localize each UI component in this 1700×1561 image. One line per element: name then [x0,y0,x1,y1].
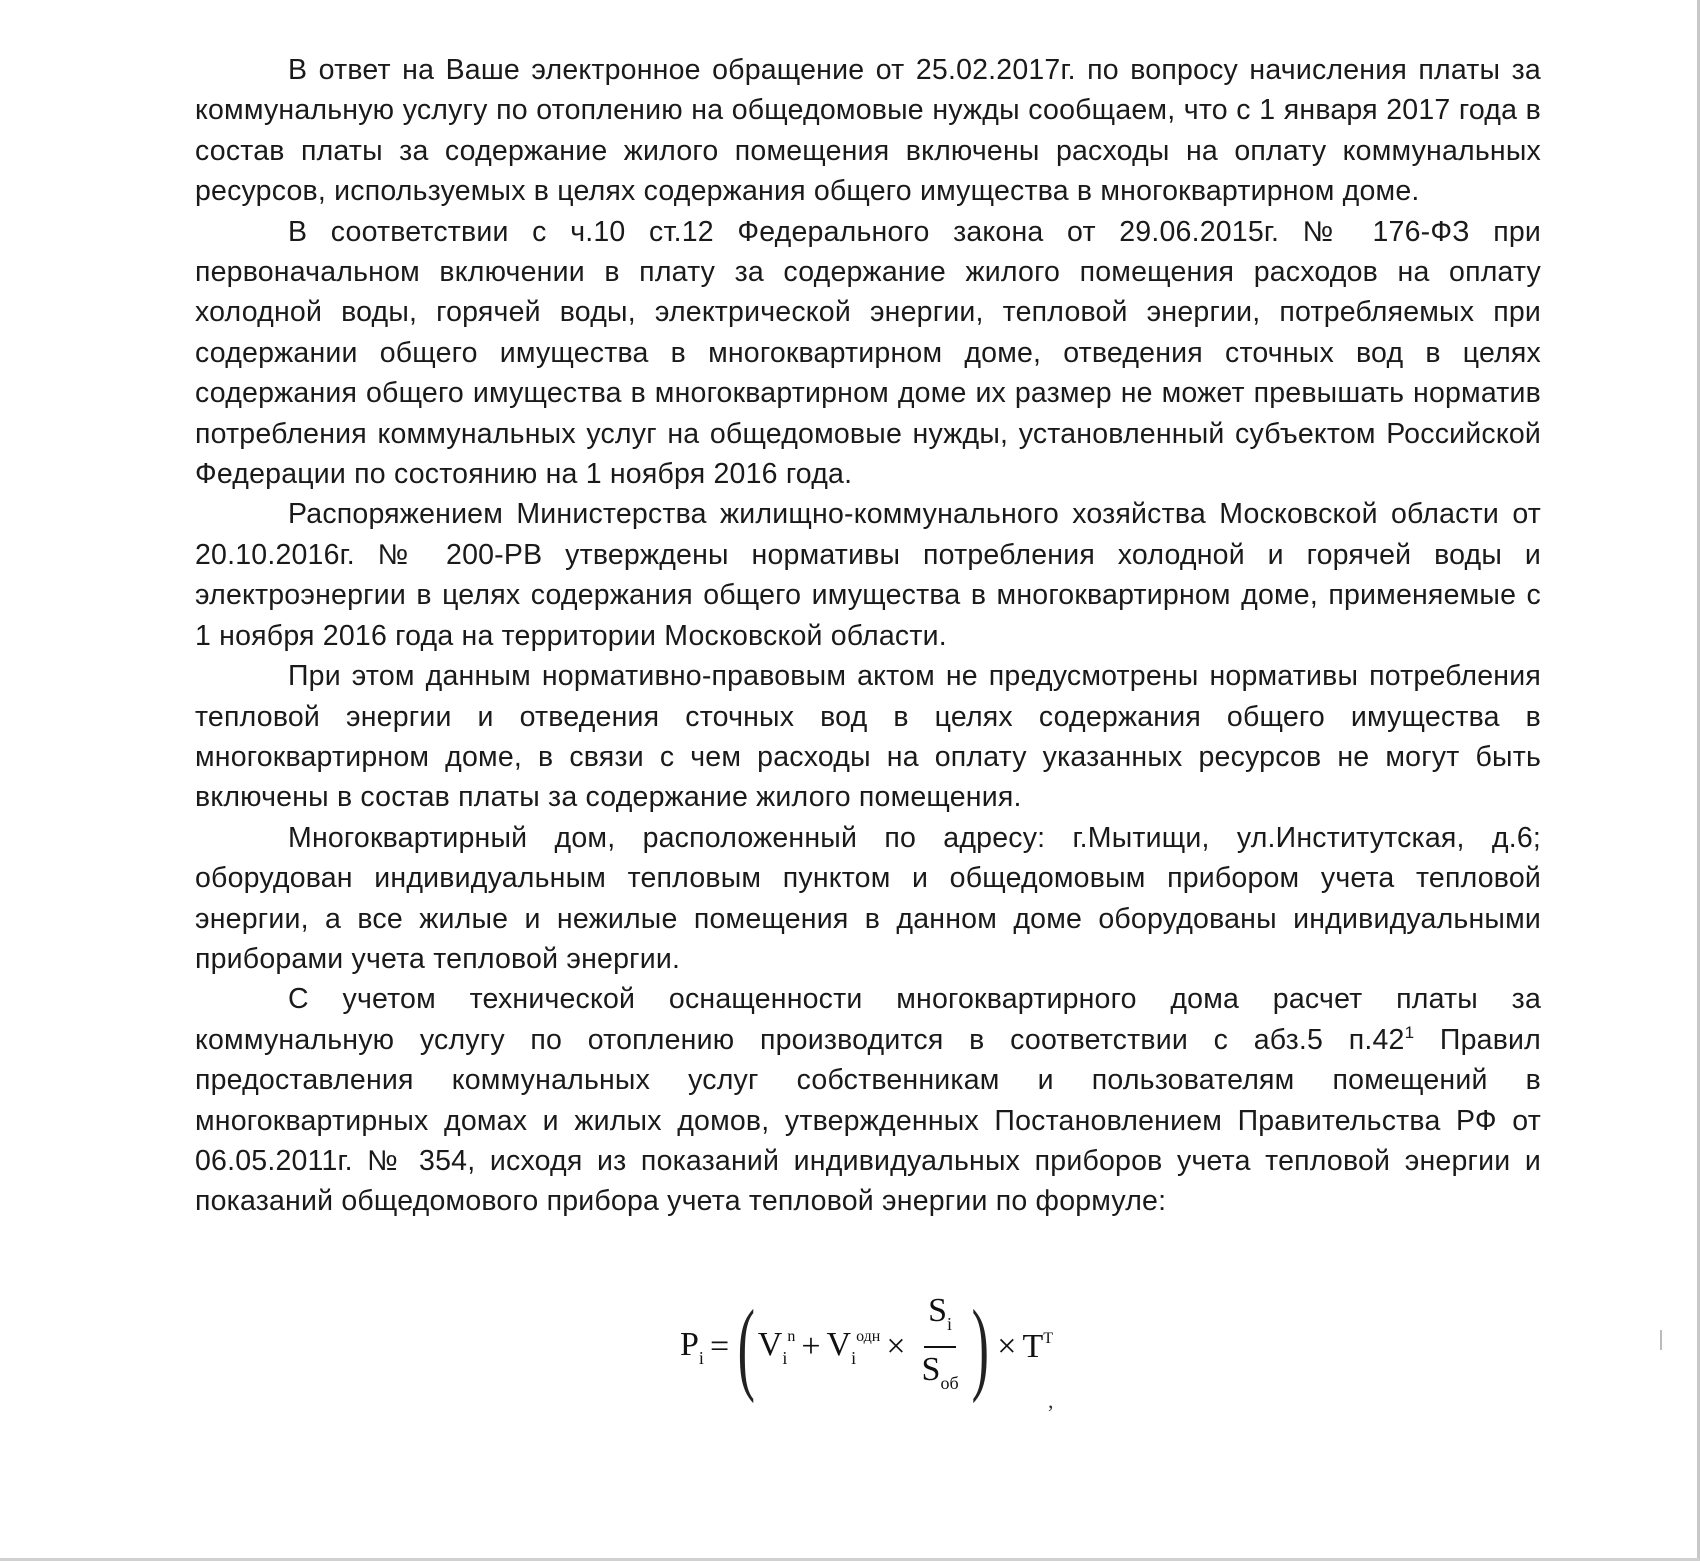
formula-lhs: $P_i$ [680,1325,704,1368]
formula-denominator: $S_{об}$ [921,1351,959,1393]
formula-term-common: $V_i^{одн}$ [826,1325,881,1368]
formula-trailing-comma: , [1048,1388,1054,1413]
paragraph-1: В ответ на Ваше электронное обращение от 25.02.2017г. по вопросу начисления платы за коммунальную услугу по отоплению на общедомовые нужды сообщаем, что с 1 января 2017 года в состав платы за содержание жилого помещения включены расходы на оплату коммунальных ресурсов, используемых в целях содержания общего имущества в многоквартирном доме. [195,54,1541,208]
formula-equals: = [709,1328,730,1365]
paragraph-3: Распоряжением Министерства жилищно-коммунального хозяйства Московской области от 20.10.2016г. № 200-РВ утверждены нормативы потребления холодной и горячей воды и электроэнергии в целях содержания общего имущества в многоквартирном доме, применяемые с 1 ноября 2016 года на территории Московской области. [195,498,1541,652]
formula-open-paren: ( [737,1289,756,1404]
formula-plus: + [801,1328,821,1365]
paragraph-2: В соответствии с ч.10 ст.12 Федерального закона от 29.06.2015г. № 176-ФЗ при первоначальном включении в плату за содержание жилого помещения расходов на оплату холодной воды, горячей воды, электрической энергии, тепловой энергии, потребляемых при содержании общего имущества в многоквартирном доме, отведения сточных вод в целях содержания общего имущества в многоквартирном доме их размер не может превышать норматив потребления коммунальных услуг на общедомовые нужды, установленный субъектом Российской Федерации по состоянию на 1 ноября 2016 года. [195,215,1541,491]
scan-speck [1660,1330,1662,1350]
paragraph-6-start: С учетом технической оснащенности многоквартирного дома расчет платы за коммунальную услугу по отоплению производится в соответствии с абз.5 п.42 [195,983,1541,1056]
paragraph-4: При этом данным нормативно-правовым актом не предусмотрены нормативы потребления тепловой энергии и отведения сточных вод в целях содержания общего имущества в многоквартирном доме, в связи с чем расходы на оплату указанных ресурсов не могут быть включены в состав платы за содержание жилого помещения. [195,660,1541,814]
formula-tariff: $T^T$ [1022,1328,1054,1365]
formula-close-paren: ) [971,1289,989,1404]
paragraph-6 [195,979,1541,1221]
formula-term-individual: $V_i^n$ [757,1325,796,1368]
formula-numerator: $S_i$ [924,1291,956,1348]
paragraph-5: Многоквартирный дом, расположенный по адресу: г.Мытищи, ул.Институтская, д.6; оборудован индивидуальным тепловым пунктом и общедомовым прибором учета тепловой энергии, а все жилые и нежилые помещения в данном доме оборудованы индивидуальными приборами учета тепловой энергии. [195,821,1541,975]
letter-body [195,50,1541,1222]
payment-formula [680,1289,1054,1404]
formula-times-2: × [997,1328,1017,1365]
footnote-superscript: 1 [1404,1022,1415,1042]
formula-times-1: × [886,1328,906,1365]
paragraph-6-end: Правил предоставления коммунальных услуг собственникам и пользователям помещений в многоквартирных домах и жилых домов, утвержденных Постановлением Правительства РФ от 06.05.2011г. № 354, исходя из показаний индивидуальных приборов учета тепловой энергии и показаний общедомового прибора учета тепловой энергии по формуле: [195,1023,1541,1218]
formula-area-fraction [918,1291,963,1403]
